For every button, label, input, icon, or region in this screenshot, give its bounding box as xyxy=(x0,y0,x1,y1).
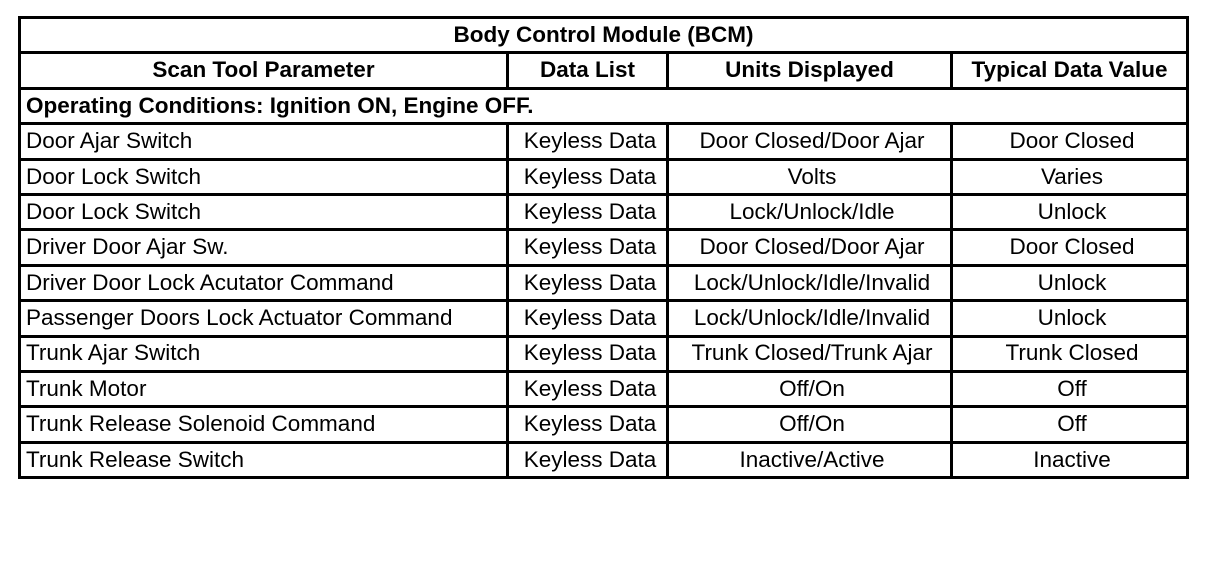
cell-units: Lock/Unlock/Idle/Invalid xyxy=(668,301,952,336)
cell-typical-value: Off xyxy=(952,371,1188,406)
cell-data-list: Keyless Data xyxy=(508,265,668,300)
cell-parameter: Trunk Release Solenoid Command xyxy=(20,407,508,442)
cell-parameter: Passenger Doors Lock Actuator Command xyxy=(20,301,508,336)
cell-data-list: Keyless Data xyxy=(508,301,668,336)
cell-typical-value: Trunk Closed xyxy=(952,336,1188,371)
cell-parameter: Driver Door Lock Acutator Command xyxy=(20,265,508,300)
table-row xyxy=(20,336,1188,371)
cell-parameter: Door Ajar Switch xyxy=(20,124,508,159)
cell-data-list: Keyless Data xyxy=(508,407,668,442)
cell-units: Volts xyxy=(668,159,952,194)
cell-typical-value: Door Closed xyxy=(952,230,1188,265)
cell-typical-value: Off xyxy=(952,407,1188,442)
header-units-displayed: Units Displayed xyxy=(668,53,952,88)
table-row xyxy=(20,442,1188,477)
cell-data-list: Keyless Data xyxy=(508,371,668,406)
cell-data-list: Keyless Data xyxy=(508,442,668,477)
cell-typical-value: Unlock xyxy=(952,194,1188,229)
cell-data-list: Keyless Data xyxy=(508,336,668,371)
cell-data-list: Keyless Data xyxy=(508,124,668,159)
table-header-row xyxy=(20,53,1188,88)
cell-units: Lock/Unlock/Idle/Invalid xyxy=(668,265,952,300)
table-title: Body Control Module (BCM) xyxy=(20,18,1188,53)
cell-typical-value: Unlock xyxy=(952,301,1188,336)
table-row xyxy=(20,124,1188,159)
table-row xyxy=(20,407,1188,442)
table-title-row xyxy=(20,18,1188,53)
cell-units: Off/On xyxy=(668,371,952,406)
table-row xyxy=(20,371,1188,406)
table-row xyxy=(20,159,1188,194)
cell-units: Door Closed/Door Ajar xyxy=(668,230,952,265)
header-typical-data-value: Typical Data Value xyxy=(952,53,1188,88)
table-row xyxy=(20,265,1188,300)
bcm-data-table xyxy=(18,16,1189,479)
cell-units: Door Closed/Door Ajar xyxy=(668,124,952,159)
cell-parameter: Trunk Ajar Switch xyxy=(20,336,508,371)
cell-typical-value: Unlock xyxy=(952,265,1188,300)
cell-data-list: Keyless Data xyxy=(508,230,668,265)
table-row xyxy=(20,194,1188,229)
cell-typical-value: Inactive xyxy=(952,442,1188,477)
cell-parameter: Driver Door Ajar Sw. xyxy=(20,230,508,265)
table-row xyxy=(20,230,1188,265)
table-row xyxy=(20,301,1188,336)
cell-units: Lock/Unlock/Idle xyxy=(668,194,952,229)
cell-parameter: Trunk Release Switch xyxy=(20,442,508,477)
cell-units: Off/On xyxy=(668,407,952,442)
cell-data-list: Keyless Data xyxy=(508,194,668,229)
cell-units: Trunk Closed/Trunk Ajar xyxy=(668,336,952,371)
cell-typical-value: Varies xyxy=(952,159,1188,194)
cell-typical-value: Door Closed xyxy=(952,124,1188,159)
cell-units: Inactive/Active xyxy=(668,442,952,477)
cell-parameter: Door Lock Switch xyxy=(20,159,508,194)
header-scan-tool-parameter: Scan Tool Parameter xyxy=(20,53,508,88)
operating-conditions-row xyxy=(20,88,1188,123)
operating-conditions: Operating Conditions: Ignition ON, Engine OFF. xyxy=(20,88,1188,123)
cell-data-list: Keyless Data xyxy=(508,159,668,194)
cell-parameter: Trunk Motor xyxy=(20,371,508,406)
header-data-list: Data List xyxy=(508,53,668,88)
cell-parameter: Door Lock Switch xyxy=(20,194,508,229)
